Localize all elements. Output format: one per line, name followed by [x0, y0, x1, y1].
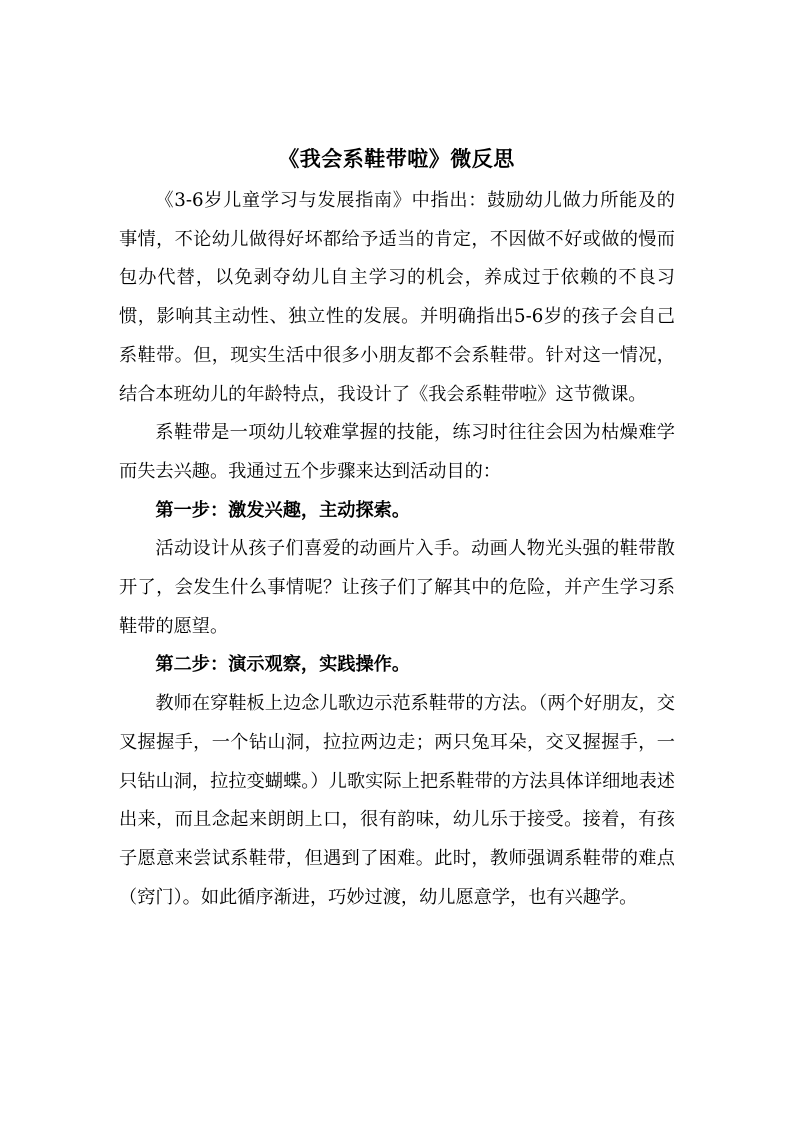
step-two-heading: 第二步：演示观察，实践操作。 — [155, 654, 411, 676]
document-title: 《我会系鞋带啦》微反思 — [278, 146, 515, 171]
step-one-heading: 第一步：激发兴趣，主动探索。 — [155, 499, 411, 521]
paragraph-step-two: 教师在穿鞋板上边念儿歌边示范系鞋带的方法。（两个好朋友，交叉握握手，一个钻山洞，拉拉两边走；两只兔耳朵，交叉握握手，一只钻山洞，拉拉变蝴蝶。）儿歌实际上把系鞋带的方法具体详细地表述出来，而且念起来朗朗上口，很有韵味，幼儿乐于接受。接着，有孩子愿意来尝试系鞋带，但遇到了困难。此时，教师强调系鞋带的难点（窍门）。如此循序渐进，巧妙过渡，幼儿愿意学，也有兴趣学。 — [119, 693, 675, 908]
paragraph-guideline: 《3-6岁儿童学习与发展指南》中指出：鼓励幼儿做力所能及的事情，不论幼儿做得好坏都给予适当的肯定，不因做不好或做的慢而包办代替，以免剥夺幼儿自主学习的机会，养成过于依赖的不良习惯，影响其主动性、独立性的发展。并明确指出5-6岁的孩子会自己系鞋带。但，现实生活中很多小朋友都不会系鞋带。针对这一情况，结合本班幼儿的年龄特点，我设计了《我会系鞋带啦》这节微课。 — [119, 190, 675, 405]
paragraph-intro-steps: 系鞋带是一项幼儿较难掌握的技能，练习时往往会因为枯燥难学而失去兴趣。我通过五个步骤来达到活动目的： — [119, 422, 675, 482]
paragraph-step-one: 活动设计从孩子们喜爱的动画片入手。动画人物光头强的鞋带散开了，会发生什么事情呢？让孩子们了解其中的危险，并产生学习系鞋带的愿望。 — [119, 538, 675, 637]
document-body — [119, 182, 675, 917]
